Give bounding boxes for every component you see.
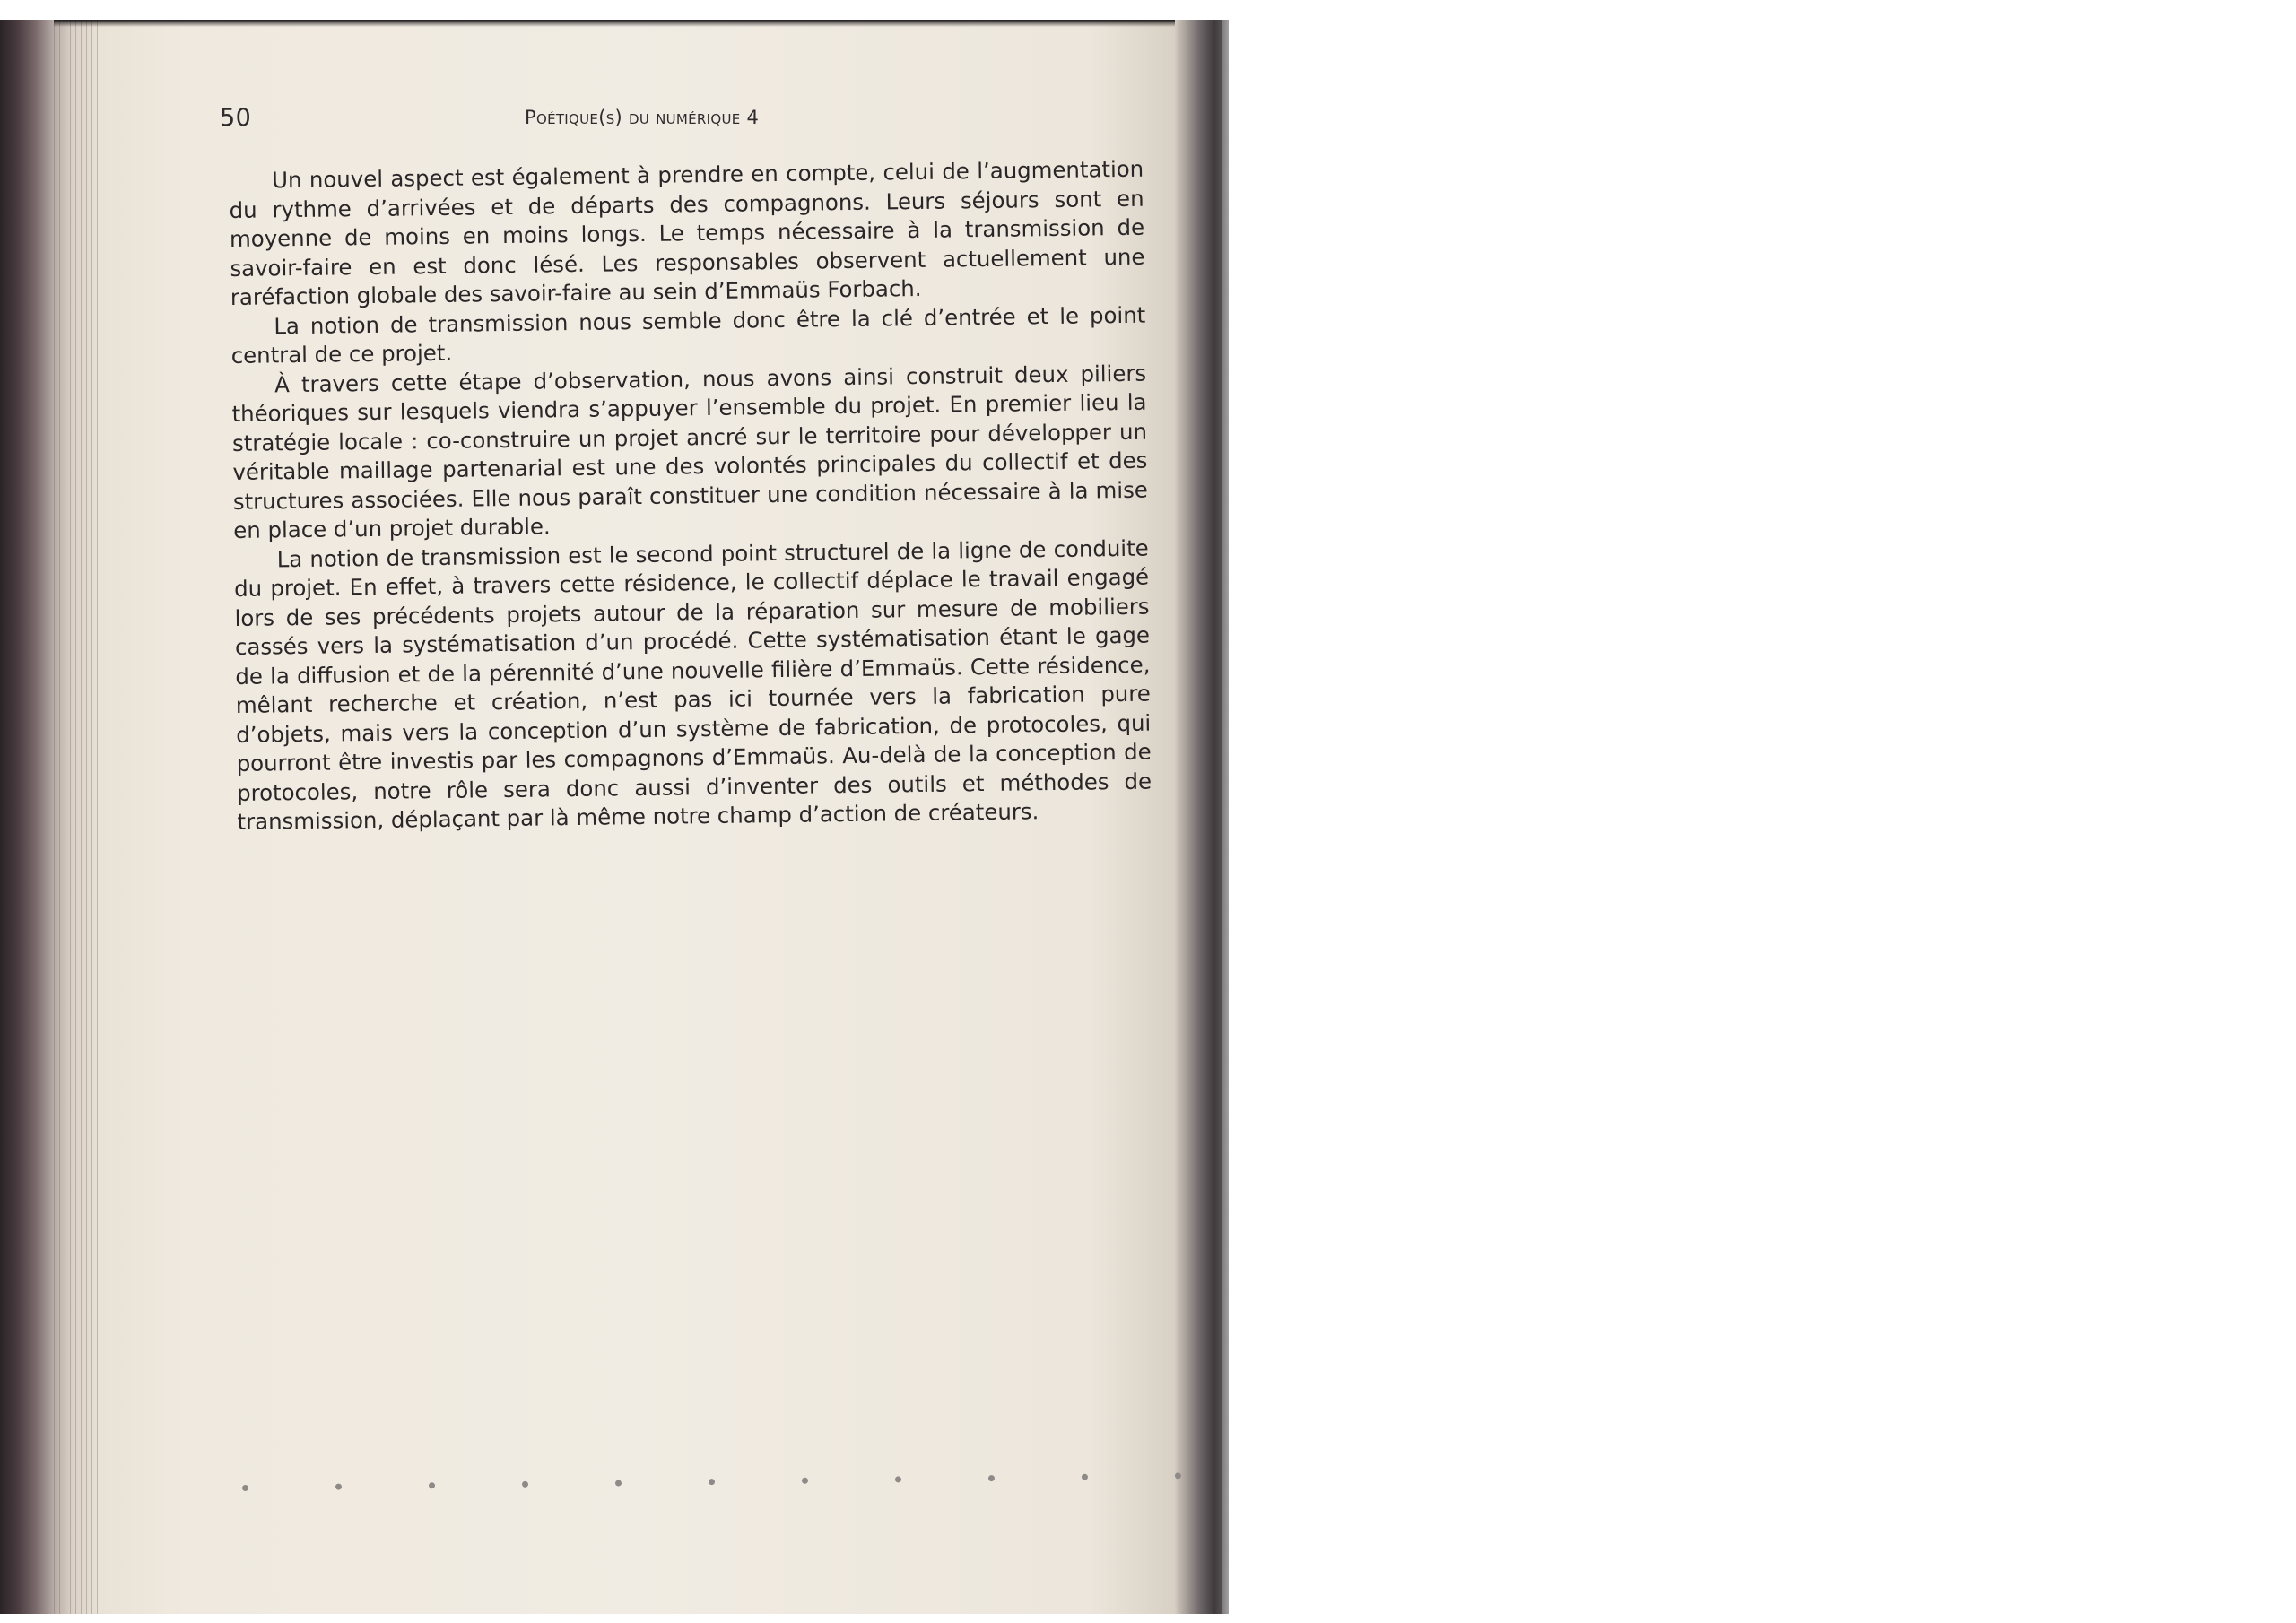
binding-dot <box>709 1479 715 1485</box>
binding-dot <box>522 1481 528 1488</box>
paragraph-4: La notion de transmission est le second point structurel de la ligne de conduite du projet. En effet, à travers cette résidence, le collectif déplace le travail engagé lors de ses précédents projets autour de la réparation sur mesure de mobiliers cassés vers la systématisation d’un procédé. Cette systématisation étant le gage de la diffusion et de la pérennité d’une nouvelle filière d’Emmaüs. Cette résidence, mêlant recherche et création, n’est pas ici tournée vers la fabrication pure d’objets, mais vers la conception d’un système de fabrication, de protocoles, qui pourront être investis par les compagnons d’Emmaüs. Au-delà de la conception de protocoles, notre rôle sera donc aussi d’inventer des outils et méthodes de transmission, déplaçant par là même notre champ d’action de créateurs. <box>233 534 1152 835</box>
page-top-shadow <box>54 20 1229 27</box>
running-title: Poétique(s) du numérique 4 <box>525 107 760 128</box>
binding-dot <box>615 1480 622 1486</box>
binding-dot <box>802 1478 808 1484</box>
binding-dot <box>1082 1474 1088 1480</box>
binding-dot <box>988 1475 995 1481</box>
page-stack-edges <box>54 20 99 1614</box>
paragraph-3: À travers cette étape d’observation, nous avons ainsi construit deux piliers théoriques sur lesquels viendra s’appuyer l’ensemble du projet. En premier lieu la stratégie locale : co-construire un projet ancré sur le territoire pour développer un véritable maillage partenarial est une des volontés principales du collectif et des structures associées. Elle nous paraît constituer une condition nécessaire à la mise en place d’un projet durable. <box>231 360 1148 543</box>
body-text <box>229 155 1152 838</box>
gutter-rim <box>1222 20 1229 1614</box>
binding-dot <box>242 1485 248 1491</box>
paragraph-1: Un nouvel aspect est également à prendre en compte, celui de l’augmentation du rythme d’arrivées et de départs des compagnons. Leurs séjours sont en moyenne de moins en moins longs. Le temps nécessaire à la transmission de savoir-faire en est donc lésé. Les responsables observent actuellement une raréfaction globale des savoir-faire au sein d’Emmaüs Forbach. <box>229 155 1145 310</box>
book-gutter-shadow <box>1175 20 1229 1614</box>
page-number: 50 <box>220 104 252 132</box>
binding-dot <box>429 1482 435 1488</box>
binding-dot <box>335 1484 342 1490</box>
binding-dot <box>1175 1472 1181 1479</box>
binding-dot <box>895 1476 901 1482</box>
paragraph-2: La notion de transmission nous semble donc être la clé d’entrée et le point central de ce projet. <box>230 301 1146 369</box>
page-header <box>220 104 1148 140</box>
